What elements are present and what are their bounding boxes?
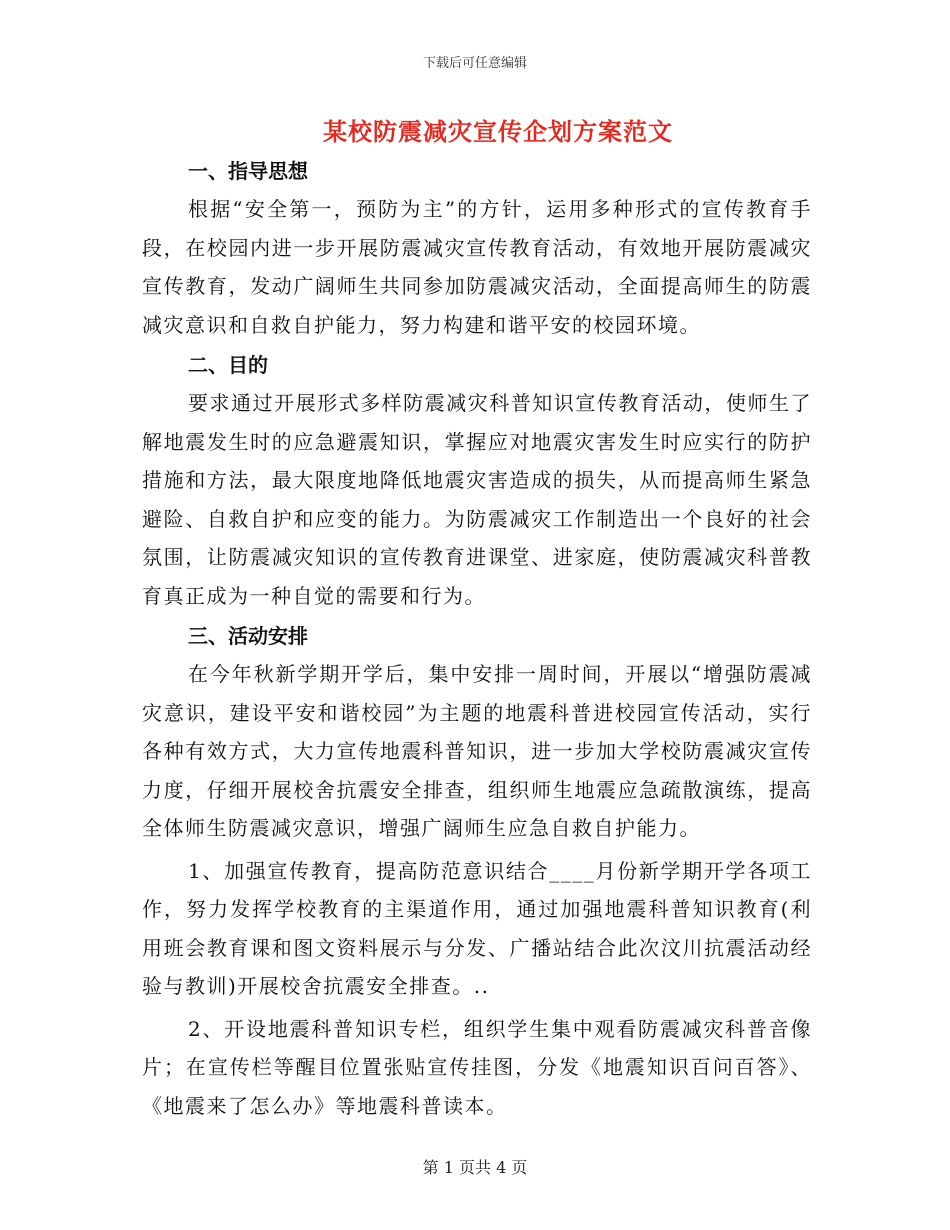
page-number: 第 1 页共 4 页 (422, 1158, 528, 1177)
section-paragraph: 要求通过开展形式多样防震减灾科普知识宣传教育活动，使师生了解地震发生时的应急避震知识，掌握应对地震灾害发生时应实行的防护措施和方法，最大限度地降低地震灾害造成的损失，从而提高师生紧急避险、自救自护和应变的能力。为防震减灾工作制造出一个良好的社会氛围，让防震减灾知识的宣传教育进课堂、进家庭，使防震减灾科普教育真正成为一种自觉的需要和行为。 (142, 391, 812, 608)
document-title: 某校防震减灾宣传企划方案范文 (323, 117, 673, 146)
section-activity-arrangement (142, 617, 812, 1125)
section-purpose (142, 346, 812, 615)
page-header-note: 下载后可任意编辑 (422, 56, 527, 71)
section-heading: 二、目的 (188, 353, 268, 377)
section-paragraph: 2、开设地震科普知识专栏，组织学生集中观看防震减灾科普音像片；在宣传栏等醒目位置张贴宣传挂图，分发《地震知识百问百答》、《地震来了怎么办》等地震科普读本。 (142, 1016, 812, 1118)
section-paragraph: 根据“安全第一，预防为主”的方针，运用多种形式的宣传教育手段，在校园内进一步开展防震减灾宣传教育活动，有效地开展防震减灾宣传教育，发动广阔师生共同参加防震减灾活动，全面提高师生的防震减灾意识和自救自护能力，努力构建和谐平安的校园环境。 (142, 197, 812, 337)
document-body (142, 152, 812, 1129)
section-paragraph: 在今年秋新学期开学后，集中安排一周时间，开展以“增强防震减灾意识，建设平安和谐校园”为主题的地震科普进校园宣传活动，实行各种有效方式，大力宣传地震科普知识，进一步加大学校防震减灾宣传力度，仔细开展校舍抗震安全排查，组织师生地震应急疏散演练，提高全体师生防震减灾意识，增强广阔师生应急自救自护能力。 (142, 662, 812, 840)
section-paragraph: 1、加强宣传教育，提高防范意识结合____月份新学期开学各项工作，努力发挥学校教育的主渠道作用，通过加强地震科普知识教育(利用班会教育课和图文资料展示与分发、广播站结合此次汶川抗震活动经验与教训)开展校舍抗震安全排查。.. (142, 858, 812, 998)
section-guiding-ideology (142, 152, 812, 344)
section-heading: 三、活动安排 (188, 624, 308, 648)
section-heading: 一、指导思想 (188, 159, 308, 183)
